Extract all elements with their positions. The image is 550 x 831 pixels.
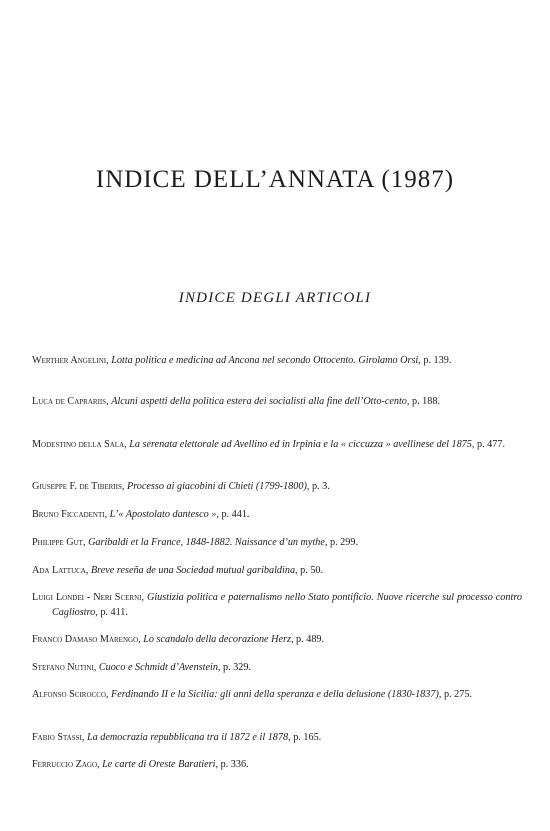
entry-title: Lo scandalo della decorazione Herz [143, 634, 291, 646]
entry-author: Luigi Londei - Neri Scerni [32, 592, 142, 604]
entry-author: Luca de Caprariis [32, 396, 107, 408]
index-entry: Bruno Ficcadenti, L’« Apostolato dantesco », p. 441. [32, 509, 250, 521]
section-title: INDICE DEGLI ARTICOLI [178, 290, 372, 306]
entry-page: p. 336. [220, 759, 249, 771]
entry-page: p. 299. [329, 537, 358, 549]
entry-page: p. 441. [221, 509, 250, 521]
entry-title: Ferdinando II e la Sicilia: gli anni della speranza e della delusione (1830-1837) [111, 689, 439, 701]
entry-page: p. 3. [311, 481, 330, 493]
entry-title: Lotta politica e medicina ad Ancona nel secondo Ottocento. Girolamo Orsi [111, 355, 419, 367]
entry-author: Ada Lattuca [32, 565, 86, 577]
entry-author: Franco Damaso Marengo [32, 634, 139, 646]
entry-author: Bruno Ficcadenti [32, 509, 105, 521]
entry-title: L’« Apostolato dantesco » [109, 509, 217, 521]
entry-title: Breve reseña de una Sociedad mutual garibaldina [90, 565, 296, 577]
entry-author: Modestino della Sala [32, 439, 125, 451]
page-title: INDICE DELL’ANNATA (1987) [95, 166, 455, 193]
entry-title: Cuoco e Schmidt d’Avenstein [98, 662, 218, 674]
entry-author: Alfonso Scirocco [32, 689, 106, 701]
index-entry: Alfonso Scirocco, Ferdinando II e la Sicilia: gli anni della speranza e della delusione (1830-1837), p. 275. [32, 689, 472, 701]
entry-page: p. 411. [100, 607, 128, 619]
index-entry: Stefano Nutini, Cuoco e Schmidt d’Avenstein, p. 329. [32, 662, 252, 674]
index-entry: Luigi Londei - Neri Scerni, Giustizia politica e paternalismo nello Stato pontificio. Nuove ricerche sul processo contro Cagliostro, p. 411. [32, 592, 523, 619]
index-entry: Werther Angelini, Lotta politica e medicina ad Ancona nel secondo Ottocento. Girolamo Orsi, p. 139. [32, 355, 452, 367]
entry-title: Le carte di Oreste Baratieri [102, 759, 216, 771]
entry-title: La serenata elettorale ad Avellino ed in Irpinia e la « ciccuzza » avellinese del 1875 [129, 439, 472, 451]
entry-author: Giuseppe F. de Tiberiis [32, 481, 122, 493]
entry-page: p. 477. [476, 439, 505, 451]
index-entry: Ada Lattuca, Breve reseña de una Sociedad mutual garibaldina, p. 50. [32, 565, 324, 577]
index-entry: Luca de Caprariis, Alcuni aspetti della politica estera dei socialisti alla fine dell’Otto-cento, p. 188. [32, 396, 440, 408]
entry-page: p. 275. [443, 689, 472, 701]
index-entry: Philippe Gut, Garibaldi et la France, 1848-1882. Naissance d’un mythe, p. 299. [32, 537, 358, 549]
entry-page: p. 165. [293, 732, 322, 744]
entry-title: Garibaldi et la France, 1848-1882. Naissance d’un mythe [88, 537, 325, 549]
entry-page: p. 329. [223, 662, 252, 674]
entry-author: Philippe Gut [32, 537, 83, 549]
index-entry: Fabio Stassi, La democrazia repubblicana tra il 1872 e il 1878, p. 165. [32, 732, 322, 744]
index-entry: Modestino della Sala, La serenata elettorale ad Avellino ed in Irpinia e la « ciccuzza » avellinese del 1875, p. 477. [32, 439, 505, 451]
index-entry: Giuseppe F. de Tiberiis, Processo ai giacobini di Chieti (1799-1800), p. 3. [32, 481, 330, 493]
entry-title: Alcuni aspetti della politica estera dei socialisti alla fine dell’Otto-cento [111, 396, 407, 408]
entry-author: Ferruccio Zago [32, 759, 97, 771]
entry-title: Processo ai giacobini di Chieti (1799-1800) [126, 481, 307, 493]
entry-title: Giustizia politica e paternalismo nello Stato pontificio. Nuove ricerche sul processo contro Cagliostro [52, 592, 523, 619]
entry-title: La democrazia repubblicana tra il 1872 e il 1878 [86, 732, 289, 744]
entry-page: p. 139. [423, 355, 452, 367]
entry-page: p. 489. [296, 634, 325, 646]
index-entry: Franco Damaso Marengo, Lo scandalo della decorazione Herz, p. 489. [32, 634, 325, 646]
entry-author: Werther Angelini [32, 355, 107, 367]
entry-page: p. 188. [411, 396, 440, 408]
index-entry: Ferruccio Zago, Le carte di Oreste Baratieri, p. 336. [32, 759, 249, 771]
entry-author: Stefano Nutini [32, 662, 94, 674]
entry-page: p. 50. [300, 565, 324, 577]
entry-author: Fabio Stassi [32, 732, 82, 744]
